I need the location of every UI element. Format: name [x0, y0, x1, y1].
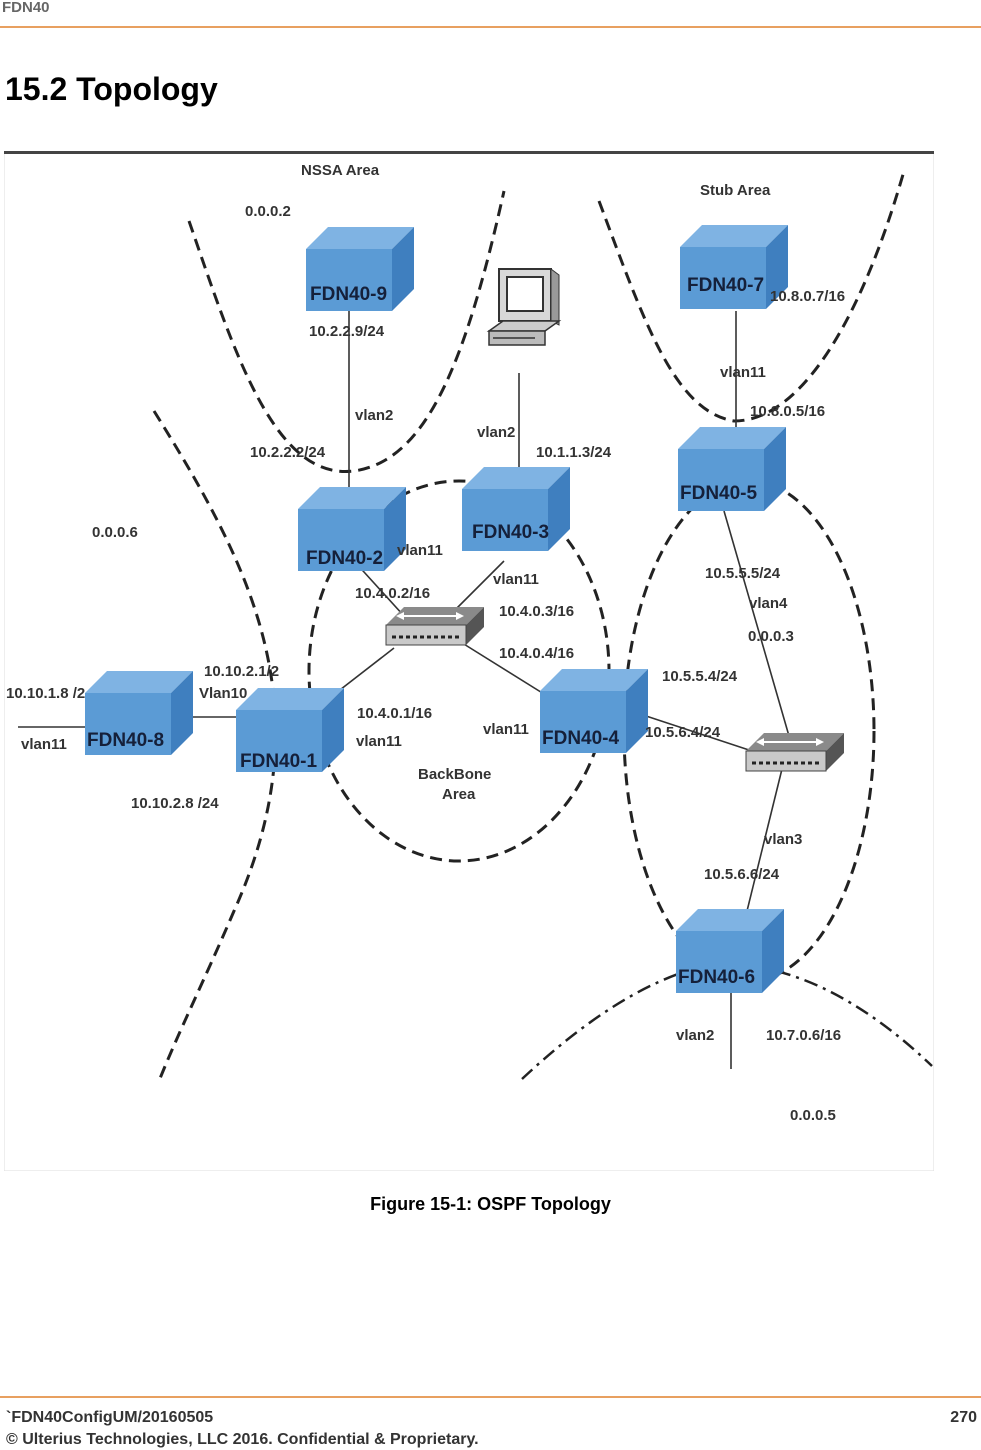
- switch-fdn40-3: [462, 467, 570, 551]
- label-vlan: vlan4: [749, 595, 788, 612]
- label-ip: 10.4.0.4/16: [499, 645, 575, 662]
- footer-rule: [0, 1396, 981, 1398]
- area-id-3: 0.0.0.3: [748, 628, 794, 645]
- device-label: FDN40-4: [542, 728, 620, 749]
- area-id-5: 0.0.0.5: [790, 1107, 836, 1124]
- label-ip: 10.5.6.6/24: [704, 866, 780, 883]
- label-ip: 10.2.2.2/24: [250, 444, 326, 461]
- label-vlan: vlan11: [21, 736, 67, 753]
- label-vlan: vlan2: [477, 424, 516, 441]
- area-label-backbone: BackBone: [418, 766, 492, 783]
- label-ip: 10.5.5.5/24: [705, 565, 781, 582]
- label-ip: 10.4.0.1/16: [357, 705, 433, 722]
- switch-fdn40-9: [306, 227, 414, 311]
- label-ip: 10.5.6.4/24: [645, 724, 721, 741]
- device-label: FDN40-1: [240, 751, 318, 772]
- label-vlan: vlan11: [483, 721, 529, 738]
- device-label: FDN40-9: [310, 284, 388, 305]
- label-ip: 10.1.1.3/24: [536, 444, 612, 461]
- label-ip: 10.10.2.8 /24: [131, 795, 219, 812]
- device-label: FDN40-8: [87, 730, 165, 751]
- device-label: FDN40-3: [472, 522, 550, 543]
- label-vlan: vlan2: [676, 1027, 715, 1044]
- switch-fdn40-1: [236, 688, 344, 772]
- label-ip: 10.8.0.5/16: [750, 403, 826, 420]
- area-label-backbone-2: Area: [442, 786, 476, 803]
- label-vlan: vlan11: [720, 364, 766, 381]
- area-label-stub: Stub Area: [700, 182, 771, 199]
- label-ip: 10.7.0.6/16: [766, 1027, 842, 1044]
- area-label-nssa: NSSA Area: [301, 162, 380, 179]
- switch-fdn40-6: [676, 909, 784, 993]
- hub-area3: [746, 733, 844, 771]
- label-vlan: vlan11: [493, 571, 539, 588]
- label-vlan: vlan3: [764, 831, 803, 848]
- device-label: FDN40-6: [678, 967, 756, 988]
- switch-fdn40-2: [298, 487, 406, 571]
- label-vlan: Vlan10: [199, 685, 248, 702]
- hub-backbone: [386, 607, 484, 645]
- label-ip: 10.8.0.7/16: [770, 288, 846, 305]
- label-ip: 10.2.2.9/24: [309, 323, 385, 340]
- header-rule: [0, 26, 981, 28]
- area-id-6: 0.0.0.6: [92, 524, 138, 541]
- topology-figure: [4, 151, 934, 1171]
- running-header: FDN40: [2, 0, 50, 16]
- device-label: FDN40-2: [306, 548, 384, 569]
- device-label: FDN40-5: [680, 483, 758, 504]
- section-title: 15.2 Topology: [5, 71, 218, 107]
- switch-fdn40-5: [678, 427, 786, 511]
- label-vlan: vlan11: [356, 733, 402, 750]
- label-vlan: vlan2: [355, 407, 394, 424]
- label-ip: 10.10.1.8 /2: [6, 685, 86, 702]
- switch-fdn40-4: [540, 669, 648, 753]
- ospf-topology-diagram: [4, 151, 934, 1171]
- label-ip: 10.10.2.1/2: [204, 663, 280, 680]
- device-label: FDN40-7: [687, 275, 765, 296]
- figure-caption: Figure 15-1: OSPF Topology: [370, 1194, 611, 1214]
- page-number: 270: [950, 1409, 977, 1426]
- label-vlan: vlan11: [397, 542, 443, 559]
- area-id-nssa: 0.0.0.2: [245, 203, 291, 220]
- label-ip: 10.4.0.2/16: [355, 585, 431, 602]
- label-ip: 10.4.0.3/16: [499, 603, 575, 620]
- label-ip: 10.5.5.4/24: [662, 668, 738, 685]
- footer-copyright: © Ulterius Technologies, LLC 2016. Confidential & Proprietary.: [6, 1431, 479, 1448]
- footer-doc-id: `FDN40ConfigUM/20160505: [6, 1409, 214, 1426]
- switch-fdn40-8: [85, 671, 193, 755]
